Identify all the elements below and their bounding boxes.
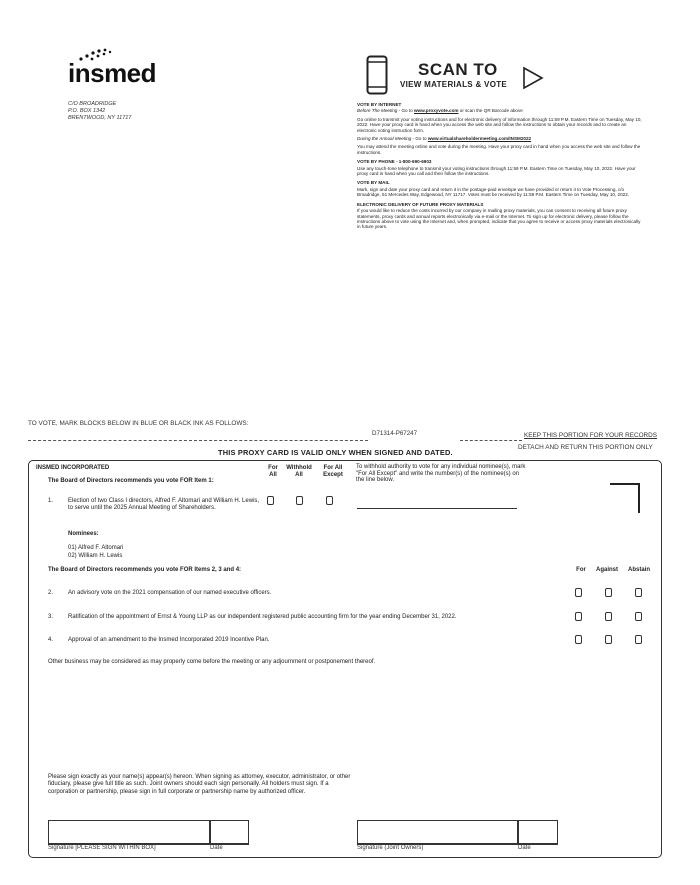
proposal-vote-columns	[574, 567, 654, 575]
for-checkbox[interactable]	[575, 635, 582, 644]
col-for-all-except: For All Except	[323, 465, 343, 478]
internet-heading: VOTE BY INTERNET	[357, 102, 402, 107]
item-number: 1.	[48, 498, 54, 504]
for-all-checkbox[interactable]	[267, 496, 274, 505]
proposal-text: Ratification of the appointment of Ernst & Young LLP as our independent registered public accounting firm for the year ending December 31, 2022.	[68, 614, 457, 620]
detach-line	[28, 440, 368, 441]
col-for-all: For All	[268, 465, 278, 478]
virtual-meeting-link[interactable]: www.virtualshareholdermeeting.com/INSM2022	[427, 136, 532, 142]
detach-portion-label: DETACH AND RETURN THIS PORTION ONLY	[518, 444, 653, 451]
joint-signature-label: Signature (Joint Owners)	[357, 845, 424, 851]
mail-heading: VOTE BY MAIL	[357, 180, 390, 186]
proposal-number: 3.	[48, 614, 54, 620]
play-icon	[521, 66, 545, 90]
signature-label: Signature [PLEASE SIGN WITHIN BOX]	[48, 845, 156, 851]
address-line: C/O BROADRIDGE	[68, 101, 117, 107]
edelivery-body: If you would like to reduce the costs incurred by our company in mailing proxy materials, you can consent to receiving all future proxy statements, proxy cards and annual reports electronically via e-mail or the Internet. To sign up for electronic delivery, please follow the instructions above to vote using the Internet and, when prompted, indicate that you agree to receive or access proxy materials electronically in future years.	[357, 208, 641, 230]
for-all-except-checkbox[interactable]	[326, 496, 333, 505]
scan-title: SCAN TO	[418, 60, 498, 79]
address-line: BRENTWOOD, NY 11717	[68, 115, 132, 121]
voting-instructions	[357, 102, 645, 230]
signature-box[interactable]	[48, 820, 210, 844]
proposal-text: An advisory vote on the 2021 compensation of our named executive officers.	[68, 590, 272, 596]
during-meeting-line	[357, 136, 645, 141]
proposal-number: 4.	[48, 637, 54, 643]
joint-date-label: Date	[518, 845, 531, 851]
proposal-text: Approval of an amendment to the Insmed Incorporated 2019 Incentive Plan.	[68, 637, 270, 643]
for-checkbox[interactable]	[575, 588, 582, 597]
against-checkbox[interactable]	[605, 635, 612, 644]
abstain-checkbox[interactable]	[635, 612, 642, 621]
scan-subtitle: VIEW MATERIALS & VOTE	[400, 80, 508, 89]
goto-text: - Go to	[411, 136, 428, 142]
company-name: INSMED INCORPORATED	[36, 465, 110, 471]
other-business-note: Other business may be considered as may properly come before the meeting or any adjournment or postponement thereof.	[48, 659, 376, 665]
mail-body: Mark, sign and date your proxy card and return it in the postage-paid envelope we have provided or return it to Vote Processing, c/o Broadridge, 51 Mercedes Way, Edgewood, NY 11717. Votes must be received by 11:59 P.M. Eastern Time on Tuesday, May 10, 2022.	[357, 186, 630, 198]
nominees-label: Nominees:	[68, 531, 99, 537]
item-text: Election of two Class I directors, Alfred F. Altomari and William H. Lewis, to serve until the 2025 Annual Meeting of Shareholders.	[68, 498, 260, 512]
against-checkbox[interactable]	[605, 588, 612, 597]
col-withhold-all: Withhold All	[286, 465, 312, 478]
internet-before-line	[357, 108, 645, 113]
keep-portion-label: KEEP THIS PORTION FOR YOUR RECORDS	[524, 432, 658, 439]
director-vote-columns	[263, 465, 353, 485]
before-meeting-label: Before The Meeting	[357, 108, 398, 114]
control-number: D71314-P67247	[372, 430, 418, 437]
return-address	[68, 101, 131, 122]
col-abstain: Abstain	[627, 567, 650, 573]
abstain-checkbox[interactable]	[635, 635, 642, 644]
phone-icon	[366, 55, 388, 95]
board-recommendation-1: The Board of Directors recommends you vote FOR Item 1:	[48, 478, 214, 484]
proposal-number: 2.	[48, 590, 54, 596]
against-checkbox[interactable]	[605, 612, 612, 621]
date-box[interactable]	[210, 820, 249, 844]
nominee-item: 01) Alfred F. Altomari	[68, 545, 124, 551]
phone-body: Use any touch-tone telephone to transmit your voting instructions through 11:59 P.M. Eastern Time on Tuesday, May 10, 2022. Have your proxy card in hand when you call and then follow the instructions.	[357, 165, 636, 177]
phone-heading: VOTE BY PHONE - 1-800-690-6903	[357, 159, 432, 165]
item-1	[48, 498, 263, 513]
signing-instructions: Please sign exactly as your name(s) appear(s) hereon. When signing as attorney, executor, administrator, or other fiduciary, please give full title as such. Joint owners should each sign personally. All holders must sign. If a corporation or partnership, please sign in full corporate or partnership name by authorized officer.	[48, 774, 351, 795]
address-line: P.O. BOX 1342	[68, 108, 106, 114]
date-label: Date	[210, 845, 223, 851]
withhold-note: To withhold authority to vote for any individual nominee(s), mark "For All Except" and write the number(s) of the nominee(s) on the line below.	[356, 464, 526, 484]
valid-only-notice: THIS PROXY CARD IS VALID ONLY WHEN SIGNED AND DATED.	[218, 448, 453, 457]
during-meeting-body: You may attend the meeting online and vote during the meeting. Have your proxy card in hand when you access the web site and follow the instructions.	[357, 144, 641, 155]
col-for: For	[576, 567, 586, 573]
withhold-all-checkbox[interactable]	[296, 496, 303, 505]
corner-registration-mark	[610, 483, 640, 513]
col-against: Against	[595, 567, 618, 573]
abstain-checkbox[interactable]	[635, 588, 642, 597]
nominee-number-line[interactable]	[357, 508, 517, 509]
nominee-item: 02) William H. Lewis	[68, 553, 123, 559]
for-checkbox[interactable]	[575, 612, 582, 621]
goto-text: - Go to	[397, 108, 414, 114]
detach-line	[460, 440, 522, 441]
joint-signature-box[interactable]	[357, 820, 518, 844]
internet-body: Go online to transmit your voting instructions and for electronic delivery of information through 11:59 P.M. Eastern Time on Tuesday, May 10, 2022. Have your proxy card in hand when you access the web site and follow the instructions to obtain your records and to create an electronic voting instruction form.	[357, 116, 642, 133]
proxyvote-link[interactable]: www.proxyvote.com	[413, 108, 459, 114]
joint-date-box[interactable]	[518, 820, 558, 844]
edelivery-heading: ELECTRONIC DELIVERY OF FUTURE PROXY MATERIALS	[357, 201, 484, 207]
qr-text: or scan the QR Barcode above	[458, 108, 523, 114]
board-recommendation-2: The Board of Directors recommends you vote FOR Items 2, 3 and 4:	[48, 567, 242, 573]
vote-instruction: TO VOTE, MARK BLOCKS BELOW IN BLUE OR BLACK INK AS FOLLOWS:	[28, 420, 249, 427]
logo-text: insmed	[68, 58, 157, 88]
during-meeting-label: During the Annual Meeting	[357, 136, 412, 142]
company-logo	[68, 48, 178, 88]
